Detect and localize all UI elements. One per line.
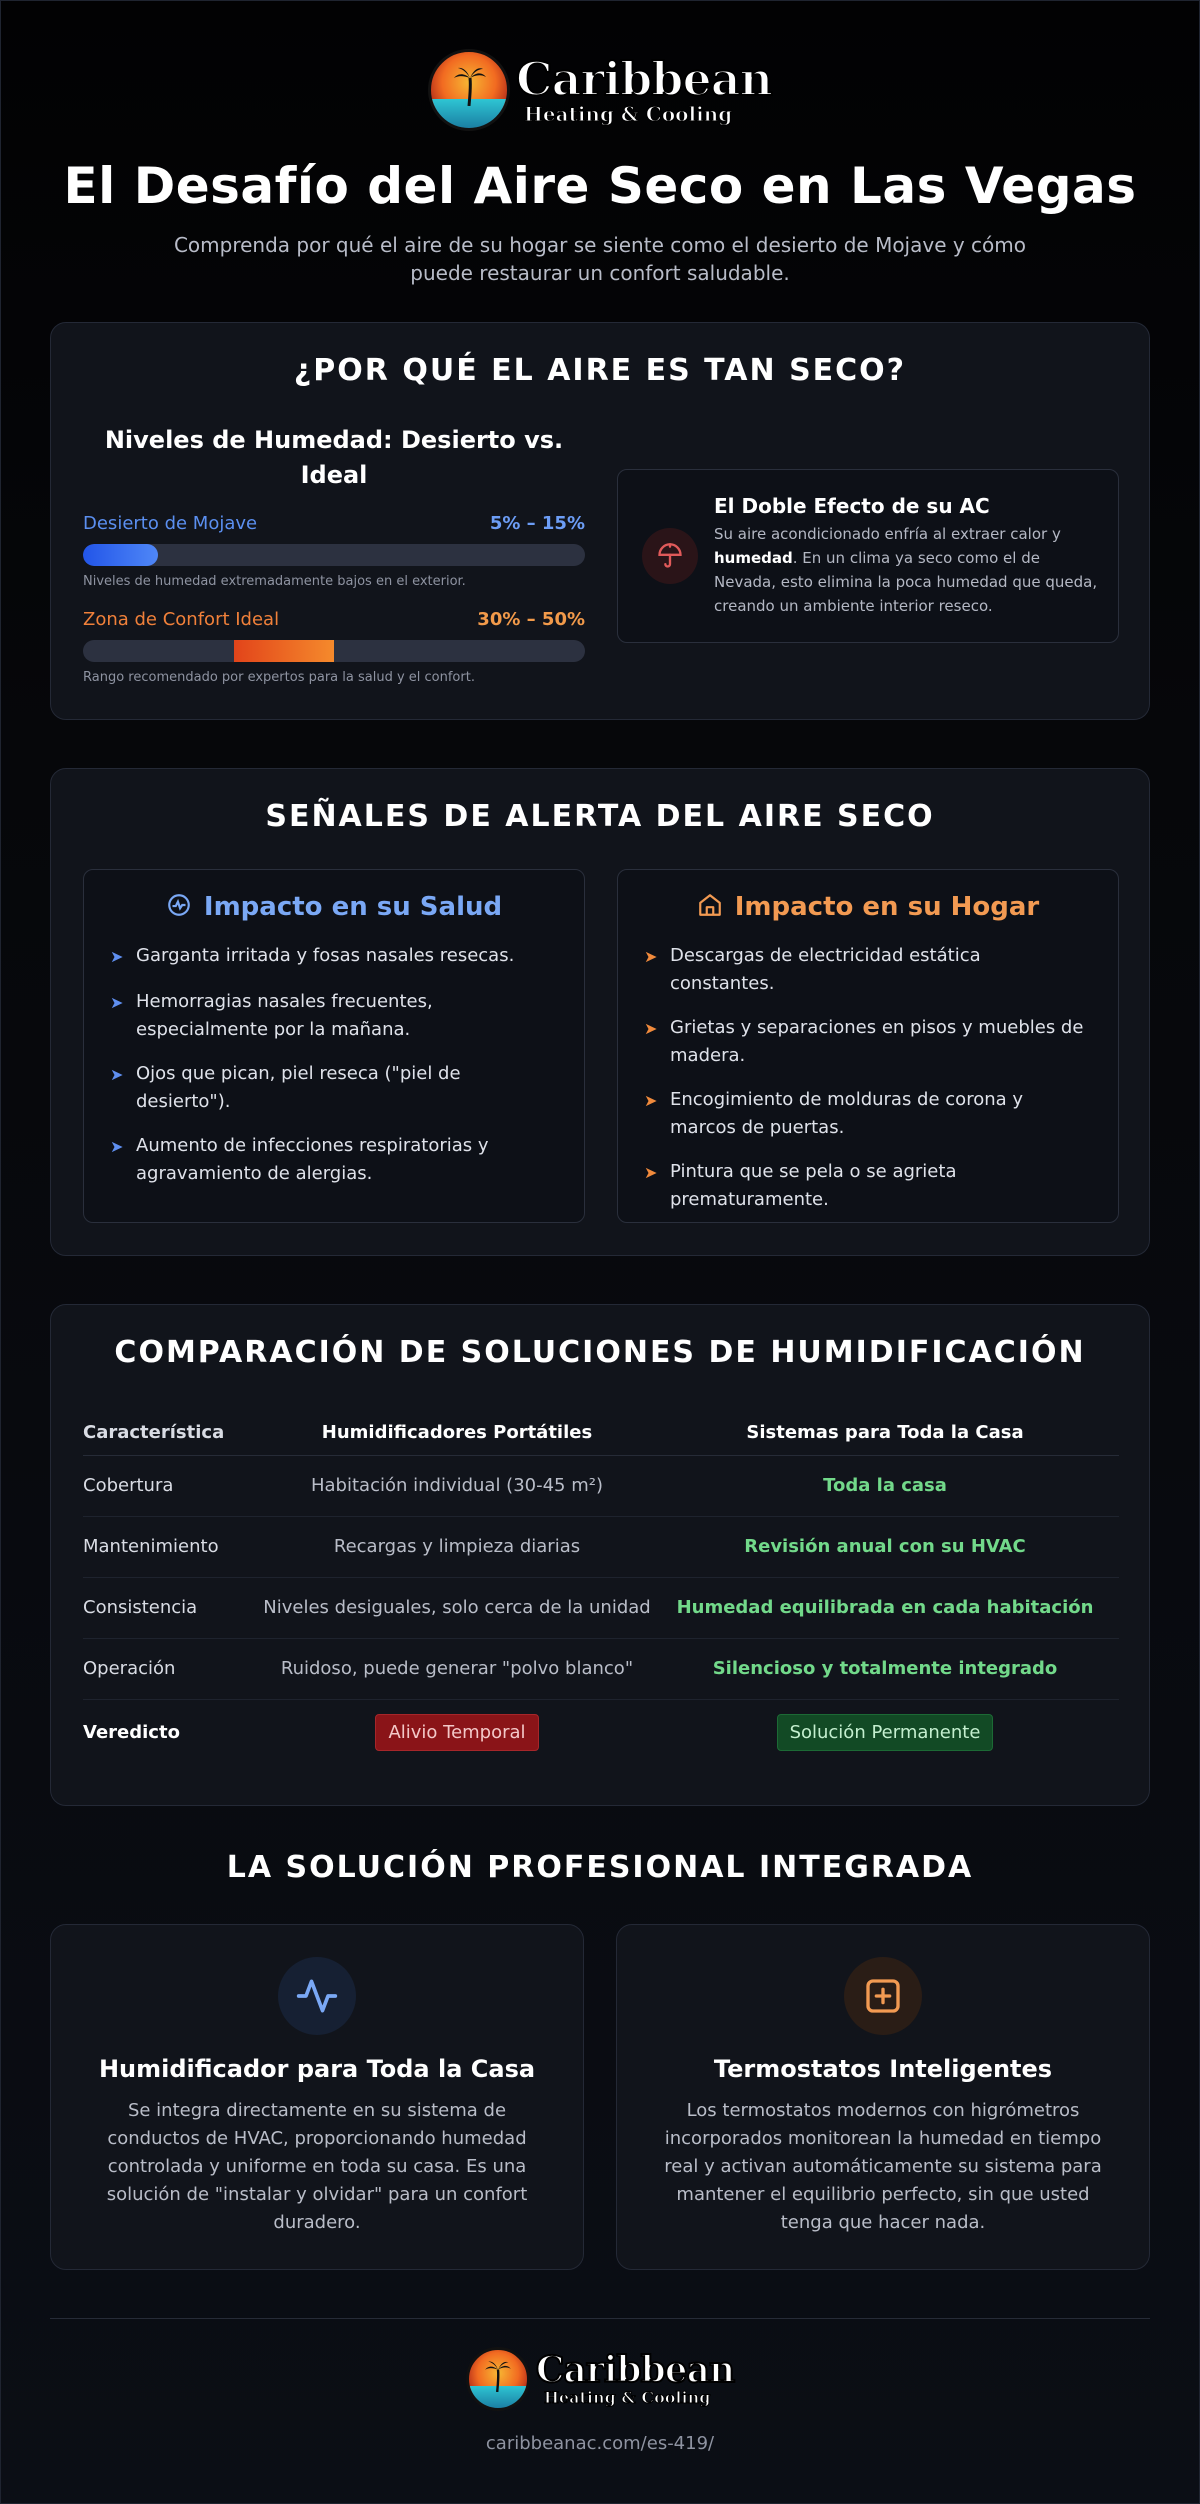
smart-thermostat-card	[616, 1924, 1150, 2270]
table-cell: Recargas y limpieza diarias	[263, 1516, 651, 1577]
table-cell: Mantenimiento	[83, 1516, 263, 1577]
home-impact-list	[644, 942, 1088, 1214]
arrow-icon: ➤	[644, 947, 658, 966]
arrow-icon: ➤	[644, 1091, 658, 1110]
plus-square-icon	[844, 1957, 922, 2035]
table-cell: Ruidoso, puede generar "polvo blanco"	[263, 1638, 651, 1699]
humidity-title: Niveles de Humedad: Desierto vs. Ideal	[104, 426, 564, 489]
verdict-badge-permanent: Solución Permanente	[777, 1714, 994, 1751]
why-dry-section	[50, 322, 1150, 720]
health-impact-card	[83, 869, 585, 1223]
solution-title: Termostatos Inteligentes	[713, 2055, 1053, 2083]
list-item: ➤ Descargas de electricidad estática constantes.	[644, 942, 1088, 998]
humidity-label: Desierto de Mojave	[83, 513, 258, 534]
table-cell	[263, 1699, 651, 1765]
table-cell: Toda la casa	[651, 1455, 1119, 1516]
table-cell: Revisión anual con su HVAC	[651, 1516, 1119, 1577]
umbrella-icon	[642, 528, 698, 584]
humidity-row-ideal	[83, 609, 585, 685]
humidity-bar-fill	[83, 544, 158, 566]
brand-tagline: Heating & Cooling	[543, 2388, 711, 2407]
arrow-icon: ➤	[110, 1137, 124, 1156]
table-cell: Cobertura	[83, 1455, 263, 1516]
humidity-row-desert	[83, 513, 585, 589]
comparison-table	[83, 1411, 1119, 1765]
ac-effect-title: El Doble Efecto de su AC	[714, 494, 990, 518]
section-title: COMPARACIÓN DE SOLUCIONES DE HUMIDIFICACIÓN	[114, 1335, 1086, 1370]
list-item: ➤ Aumento de infecciones respiratorias y agravamiento de alergias.	[110, 1132, 554, 1188]
table-header-row	[83, 1411, 1119, 1455]
humidity-value: 5% – 15%	[489, 513, 585, 534]
footer-divider	[50, 2318, 1150, 2319]
list-item: ➤ Pintura que se pela o se agrieta prematuramente.	[644, 1158, 1088, 1214]
table-cell: Operación	[83, 1638, 263, 1699]
health-impact-title: Impacto en su Salud	[203, 892, 503, 922]
home-impact-title: Impacto en su Hogar	[734, 892, 1040, 922]
humidity-bar-fill	[234, 640, 334, 662]
table-row	[83, 1577, 1119, 1638]
humidity-value: 30% – 50%	[477, 609, 585, 630]
humidity-label: Zona de Confort Ideal	[83, 609, 280, 630]
page-title: El Desafío del Aire Seco en Las Vegas	[63, 157, 1137, 215]
table-row	[83, 1455, 1119, 1516]
ac-effect-desc: Su aire acondicionado enfría al extraer calor y humedad. En un clima ya seco como el de Nevada, esto elimina la poca humedad que queda, creando un ambiente interior reseco.	[714, 525, 1098, 615]
comparison-section	[50, 1304, 1150, 1806]
table-cell: Consistencia	[83, 1577, 263, 1638]
whole-house-humidifier-card	[50, 1924, 584, 2270]
section-title: ¿POR QUÉ EL AIRE ES TAN SECO?	[293, 353, 907, 388]
humidity-bar	[83, 544, 585, 566]
arrow-icon: ➤	[644, 1163, 658, 1182]
palm-sunset-icon	[428, 49, 510, 131]
verdict-row	[83, 1699, 1119, 1765]
table-row	[83, 1516, 1119, 1577]
solution-desc: Los termostatos modernos con higrómetros incorporados monitorean la humedad en tiempo real y activan automáticamente su sistema para mantener el equilibrio perfecto, sin que usted tenga que hacer nada.	[664, 2100, 1102, 2233]
table-cell: Veredicto	[83, 1721, 180, 1743]
brand-name: Caribbean	[535, 2349, 735, 2391]
humidity-note: Rango recomendado por expertos para la salud y el confort.	[83, 670, 475, 685]
footer-url-link[interactable]: caribbeanac.com/es-419/	[485, 2433, 715, 2454]
verdict-badge-temporary: Alivio Temporal	[375, 1714, 538, 1751]
arrow-icon: ➤	[110, 947, 124, 966]
ac-effect-box	[617, 469, 1119, 643]
list-item: ➤ Ojos que pican, piel reseca ("piel de desierto").	[110, 1060, 554, 1116]
column-header: Humidificadores Portátiles	[263, 1411, 651, 1455]
humidity-levels	[83, 423, 585, 685]
table-cell: Humedad equilibrada en cada habitación	[651, 1577, 1119, 1638]
humidity-bar	[83, 640, 585, 662]
table-cell: Habitación individual (30-45 m²)	[263, 1455, 651, 1516]
page-subtitle: Comprenda por qué el aire de su hogar se siente como el desierto de Mojave y cómo puede restaurar un confort saludable.	[173, 233, 1027, 285]
table-cell: Niveles desiguales, solo cerca de la unidad	[263, 1577, 651, 1638]
arrow-icon: ➤	[110, 1065, 124, 1084]
activity-icon	[278, 1957, 356, 2035]
solution-desc: Se integra directamente en su sistema de conductos de HVAC, proporcionando humedad controlada y uniforme en toda su casa. Es una solución de "instalar y olvidar" para un confort duradero.	[106, 2100, 528, 2233]
arrow-icon: ➤	[110, 993, 124, 1012]
home-impact-card	[617, 869, 1119, 1223]
list-item: ➤ Encogimiento de molduras de corona y marcos de puertas.	[644, 1086, 1088, 1142]
home-icon	[697, 892, 723, 922]
table-cell: Silencioso y totalmente integrado	[651, 1638, 1119, 1699]
list-item: ➤ Grietas y separaciones en pisos y muebles de madera.	[644, 1014, 1088, 1070]
section-title: SEÑALES DE ALERTA DEL AIRE SECO	[265, 799, 935, 834]
section-title: LA SOLUCIÓN PROFESIONAL INTEGRADA	[226, 1850, 974, 1885]
heart-pulse-icon	[166, 892, 192, 922]
brand-name: Caribbean	[516, 52, 772, 106]
footer-logo[interactable]	[466, 2344, 734, 2414]
humidity-note: Niveles de humedad extremadamente bajos en el exterior.	[83, 574, 466, 589]
health-impact-list	[110, 942, 554, 1188]
brand-tagline: Heating & Cooling	[524, 102, 733, 126]
palm-sunset-icon	[466, 2347, 530, 2411]
table-cell	[651, 1699, 1119, 1765]
table-row	[83, 1638, 1119, 1699]
column-header: Sistemas para Toda la Casa	[651, 1411, 1119, 1455]
list-item: ➤ Hemorragias nasales frecuentes, especialmente por la mañana.	[110, 988, 554, 1044]
page-footer	[0, 2344, 1200, 2454]
arrow-icon: ➤	[644, 1019, 658, 1038]
solution-title: Humidificador para Toda la Casa	[98, 2055, 536, 2083]
warning-signs-section	[50, 768, 1150, 1256]
column-header: Característica	[83, 1411, 263, 1455]
list-item: ➤ Garganta irritada y fosas nasales resecas.	[110, 942, 554, 972]
